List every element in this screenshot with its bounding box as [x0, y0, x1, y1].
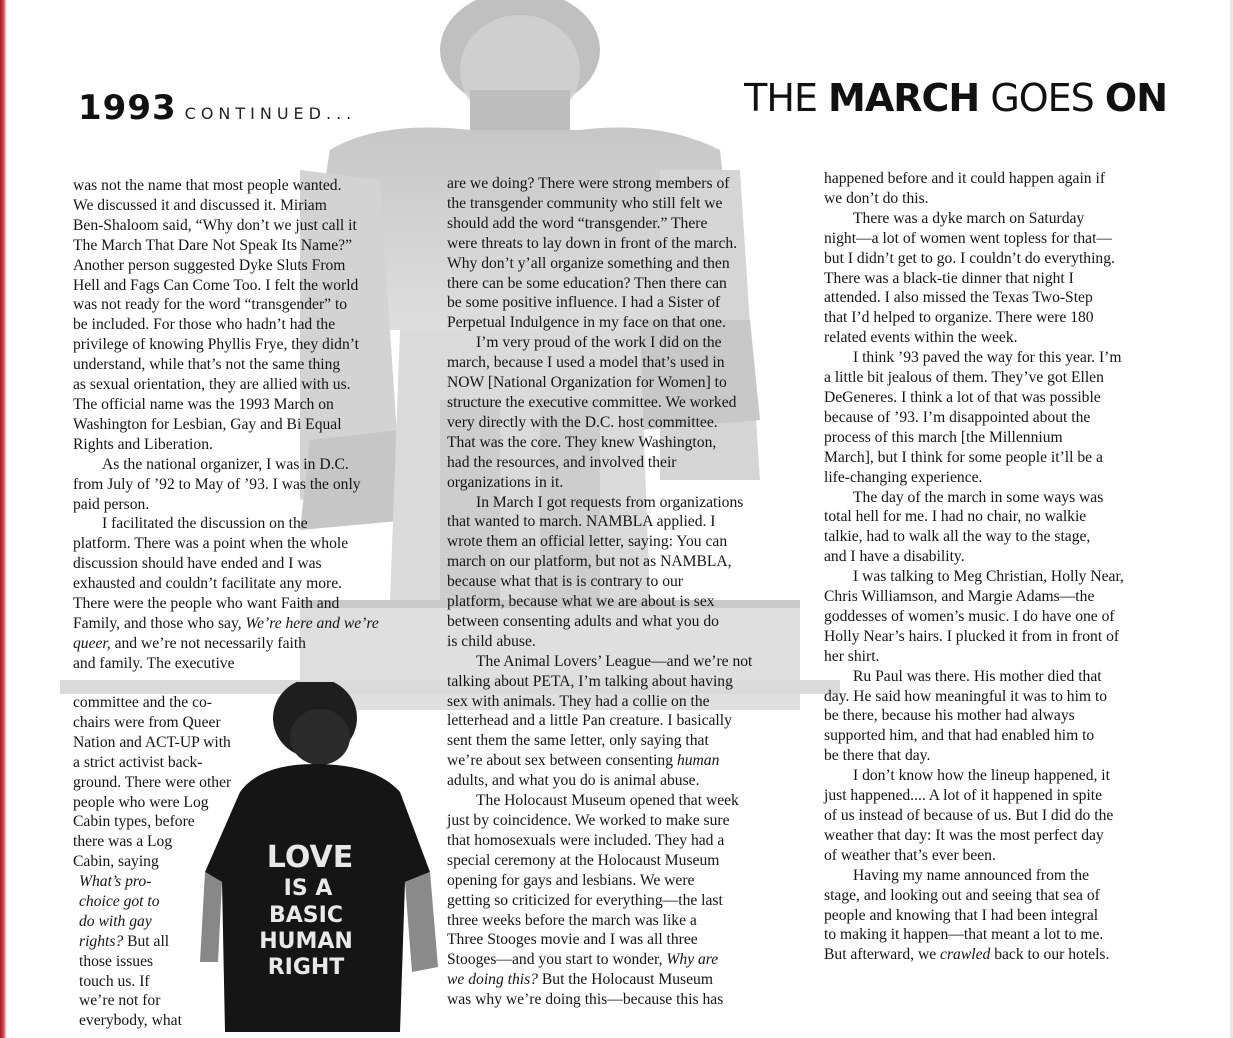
- text-line: a strict activist back-: [73, 753, 203, 771]
- text-line: Why don’t y’all organize something and then: [447, 254, 730, 272]
- text-line: In March I got requests from organizations: [476, 493, 744, 511]
- paragraph: [824, 567, 1186, 667]
- text-line: of weather that’s ever been.: [824, 846, 996, 864]
- text-line: Nation and ACT-UP with: [73, 733, 231, 751]
- text-line: understand, while that’s not the same thing: [73, 356, 341, 374]
- text-line: her shirt.: [824, 647, 880, 665]
- text-line: talking about PETA, I’m talking about having: [447, 672, 733, 690]
- text-line: march on our platform, but not as NAMBLA,: [447, 553, 732, 571]
- shirt-text-line: RIGHT: [267, 955, 345, 980]
- text-line: The official name was the 1993 March on: [73, 395, 334, 413]
- title-part: THE: [744, 76, 829, 120]
- text-line: Three Stooges movie and I was all three: [447, 931, 698, 949]
- text-line: opening for gays and lesbians. We were: [447, 871, 695, 889]
- section-year: 1993: [78, 88, 177, 128]
- text-line: The Holocaust Museum opened that week: [476, 792, 739, 810]
- text-line: sent them the same letter, only saying that: [447, 732, 709, 750]
- text-line: are we doing? There were strong members of: [447, 175, 730, 192]
- text-line: and we’re not necessarily faith: [114, 634, 306, 652]
- text-line: had the resources, and involved their: [447, 453, 677, 471]
- paragraph: [447, 174, 807, 333]
- text-line: three weeks before the march was like a: [447, 911, 697, 929]
- text-line: but I didn’t get to go. I couldn’t do everything.: [824, 249, 1115, 267]
- text-line: I think ’93 paved the way for this year. I’m: [853, 349, 1122, 367]
- text-line: sex with animals. They had a collie on the: [447, 692, 710, 710]
- text-line: there can be some education? Then there can: [447, 274, 727, 292]
- text-line: There was a black-tie dinner that night I: [824, 269, 1074, 287]
- text-line: we don’t do this.: [824, 189, 929, 207]
- text-line: discussion should have ended and I was: [73, 555, 322, 573]
- text-line: I was talking to Meg Christian, Holly Near,: [853, 568, 1124, 586]
- text-line: organizations in it.: [447, 473, 564, 491]
- text-line: stage, and looking out and seeing that sea of: [824, 886, 1100, 904]
- title-part: GOES: [979, 76, 1105, 120]
- text-line: paid person.: [73, 495, 150, 513]
- text-line: weather that day: It was the most perfect day: [824, 826, 1104, 844]
- text-line: march, because I used a model that’s used in: [447, 354, 725, 372]
- text-line: We’re here and we’re queer,: [73, 614, 379, 652]
- text-line: There were the people who want Faith and: [73, 595, 340, 613]
- text-line: night—a lot of women went topless for that—: [824, 229, 1113, 247]
- text-line: people who were Log: [73, 793, 209, 811]
- column-1-narrow: [79, 872, 239, 1031]
- text-line: chairs were from Queer: [73, 713, 221, 731]
- text-line: day. He said how meaningful it was to him to: [824, 687, 1108, 705]
- text-line: just happened.... A lot of it happened in spite: [824, 787, 1103, 805]
- text-line: privilege of knowing Phyllis Frye, they didn’t: [73, 336, 360, 354]
- text-line: adults, and what you do is animal abuse.: [447, 772, 700, 790]
- text-line: I don’t know how the lineup happened, it: [853, 767, 1110, 785]
- text-line: NOW [National Organization for Women] to: [447, 374, 727, 392]
- paragraph: [824, 488, 1186, 568]
- text-line: be included. For those who hadn’t had the: [73, 316, 336, 334]
- text-line: to making it happen—that meant a lot to me.: [824, 926, 1104, 944]
- text-line: that homosexuals were included. They had a: [447, 831, 725, 849]
- text-line: special ceremony at the Holocaust Museum: [447, 851, 720, 869]
- text-line: Why are: [666, 951, 719, 969]
- paragraph: [824, 348, 1186, 487]
- text-line: the transgender community who still felt we: [447, 194, 723, 212]
- text-line: March], but I think for some people it’ll be a: [824, 448, 1103, 466]
- paragraph: [73, 176, 413, 455]
- text-line: those issues: [79, 952, 154, 970]
- text-line: What’s pro-: [79, 873, 152, 890]
- text-line: life-changing experience.: [824, 468, 983, 486]
- text-line: As the national organizer, I was in D.C.: [102, 455, 349, 473]
- text-line: Ru Paul was there. His mother died that: [853, 667, 1102, 685]
- text-line: committee and the co-: [73, 694, 212, 711]
- text-line: were threats to lay down in front of the march.: [447, 234, 738, 252]
- paragraph: [73, 514, 413, 673]
- text-line: choice got to: [79, 892, 160, 910]
- title-part-bold: ON: [1104, 76, 1167, 120]
- text-line: Rights and Liberation.: [73, 435, 213, 453]
- text-line: just by coincidence. We worked to make sure: [447, 812, 730, 829]
- text-line: be there, because his mother had always: [824, 707, 1075, 725]
- text-line: was not ready for the word “transgender” to: [73, 296, 348, 314]
- text-line: very directly with the D.C. host committee.: [447, 413, 718, 431]
- shirt-text-line: IS A: [283, 876, 333, 901]
- shirt-text-line: BASIC: [269, 903, 343, 928]
- text-line: We discussed it and discussed it. Miriam: [73, 196, 327, 214]
- text-line: platform, because what we are about is sex: [447, 593, 715, 611]
- text-line: wrote them an official letter, saying: You can: [447, 533, 728, 551]
- text-line: was not the name that most people wanted.: [73, 177, 342, 194]
- text-line: because of ’93. I’m disappointed about the: [824, 408, 1091, 426]
- text-line: from July of ’92 to May of ’93. I was the only: [73, 475, 361, 493]
- text-line: The Animal Lovers’ League—and we’re not: [476, 652, 753, 670]
- text-line: be some positive influence. I had a Sister of: [447, 294, 721, 312]
- text-line: was why we’re doing this—because this has: [447, 991, 724, 1009]
- paragraph: [824, 667, 1186, 767]
- text-line: letterhead and a little Pan creature. I basically: [447, 712, 732, 730]
- text-line: I’m very proud of the work I did on the: [476, 334, 722, 352]
- paragraph: [447, 493, 807, 652]
- text-line: crawled: [940, 946, 991, 964]
- text-line: Holly Near’s hairs. I plucked it from in front of: [824, 627, 1120, 645]
- paragraph: [73, 455, 413, 515]
- text-line: we’re not for: [79, 992, 161, 1010]
- text-line: we doing this?: [447, 971, 538, 989]
- text-line: attended. I also missed the Texas Two-Step: [824, 289, 1093, 307]
- paragraph: [447, 791, 807, 1010]
- text-line: Chris Williamson, and Margie Adams—the: [824, 588, 1095, 606]
- text-line: exhausted and couldn’t facilitate any more.: [73, 575, 343, 593]
- text-line: a little bit jealous of them. They’ve got Ellen: [824, 369, 1104, 387]
- text-line: related events within the week.: [824, 329, 1018, 347]
- text-line: Having my name announced from the: [853, 866, 1090, 884]
- text-line: But afterward, we: [824, 946, 941, 964]
- text-line: is child abuse.: [447, 632, 536, 650]
- text-line: talkie, had to walk all the way to the stage,: [824, 528, 1091, 546]
- text-line: goddesses of women’s music. I do have one of: [824, 607, 1115, 625]
- text-line: Family, and those who say,: [73, 614, 242, 632]
- text-line: ground. There were other: [73, 773, 232, 791]
- column-1: [73, 176, 413, 674]
- column-3: [824, 169, 1186, 965]
- text-line: Ben-Shaloom said, “Why don’t we just call it: [73, 216, 357, 234]
- text-line: of us instead of because of us. But I did do the: [824, 807, 1114, 824]
- text-line: touch us. If: [79, 972, 150, 990]
- text-line: There was a dyke march on Saturday: [853, 209, 1085, 227]
- text-line: back to our hotels.: [990, 946, 1110, 964]
- text-line: between consenting adults and what you do: [447, 612, 719, 630]
- text-line: people and knowing that I had been integral: [824, 906, 1099, 924]
- text-line: Cabin, saying: [73, 853, 159, 871]
- text-line: and family. The executive: [73, 654, 235, 672]
- text-line: there was a Log: [73, 833, 173, 851]
- text-line: But all: [123, 932, 170, 950]
- paragraph: [824, 169, 1186, 209]
- text-line: Another person suggested Dyke Sluts From: [73, 256, 346, 274]
- text-line: human: [676, 752, 720, 770]
- text-line: The March That Dare Not Speak Its Name?”: [73, 236, 352, 254]
- text-line: that wanted to march. NAMBLA applied. I: [447, 513, 716, 531]
- section-continued: CONTINUED...: [184, 104, 357, 123]
- text-line: That was the core. They knew Washington,: [447, 433, 717, 451]
- text-line: supported him, and that had enabled him to: [824, 727, 1095, 745]
- paragraph: [447, 652, 807, 791]
- shirt-text-line: HUMAN: [259, 929, 353, 954]
- text-line: DeGeneres. I think a lot of that was possible: [824, 388, 1101, 406]
- text-line: The day of the march in some ways was: [853, 488, 1104, 506]
- text-line: I facilitated the discussion on the: [102, 515, 308, 533]
- text-line: Stooges—and you start to wonder,: [447, 951, 667, 969]
- text-line: do with gay: [79, 912, 152, 930]
- text-line: rights?: [79, 932, 124, 950]
- text-line: everybody, what: [79, 1012, 182, 1030]
- text-line: Cabin types, before: [73, 813, 195, 831]
- column-1-wrap: [73, 693, 353, 872]
- paragraph: [447, 333, 807, 492]
- text-line: Hell and Fags Can Come Too. I felt the world: [73, 276, 359, 294]
- text-line: we’re about sex between consenting: [447, 752, 677, 770]
- text-line: and I have a disability.: [824, 548, 965, 566]
- text-line: structure the executive committee. We worked: [447, 393, 737, 411]
- text-line: be there that day.: [824, 747, 931, 765]
- column-2: [447, 174, 807, 1010]
- chapter-title: [744, 76, 1167, 120]
- paragraph: [824, 766, 1186, 866]
- text-line: Perpetual Indulgence in my face on that one.: [447, 314, 726, 332]
- text-line: getting so criticized for everything—the last: [447, 891, 723, 909]
- text-line: as sexual orientation, they are allied with us.: [73, 376, 351, 394]
- text-line: because what that is is contrary to our: [447, 573, 684, 591]
- text-line: total hell for me. I had no chair, no walkie: [824, 508, 1087, 526]
- text-line: that I’d helped to organize. There were 180: [824, 309, 1094, 327]
- text-line: platform. There was a point when the whole: [73, 535, 349, 553]
- title-part-bold: MARCH: [828, 76, 980, 120]
- text-line: happened before and it could happen again if: [824, 170, 1106, 187]
- shirt-text-line: LOVE: [266, 840, 354, 875]
- paragraph: [824, 209, 1186, 348]
- text-line: Washington for Lesbian, Gay and Bi Equal: [73, 415, 342, 433]
- text-line: But the Holocaust Museum: [537, 971, 713, 989]
- text-line: should add the word “transgender.” There: [447, 214, 708, 232]
- paragraph: [824, 866, 1186, 966]
- text-line: process of this march [the Millennium: [824, 428, 1063, 446]
- section-header: [78, 88, 356, 128]
